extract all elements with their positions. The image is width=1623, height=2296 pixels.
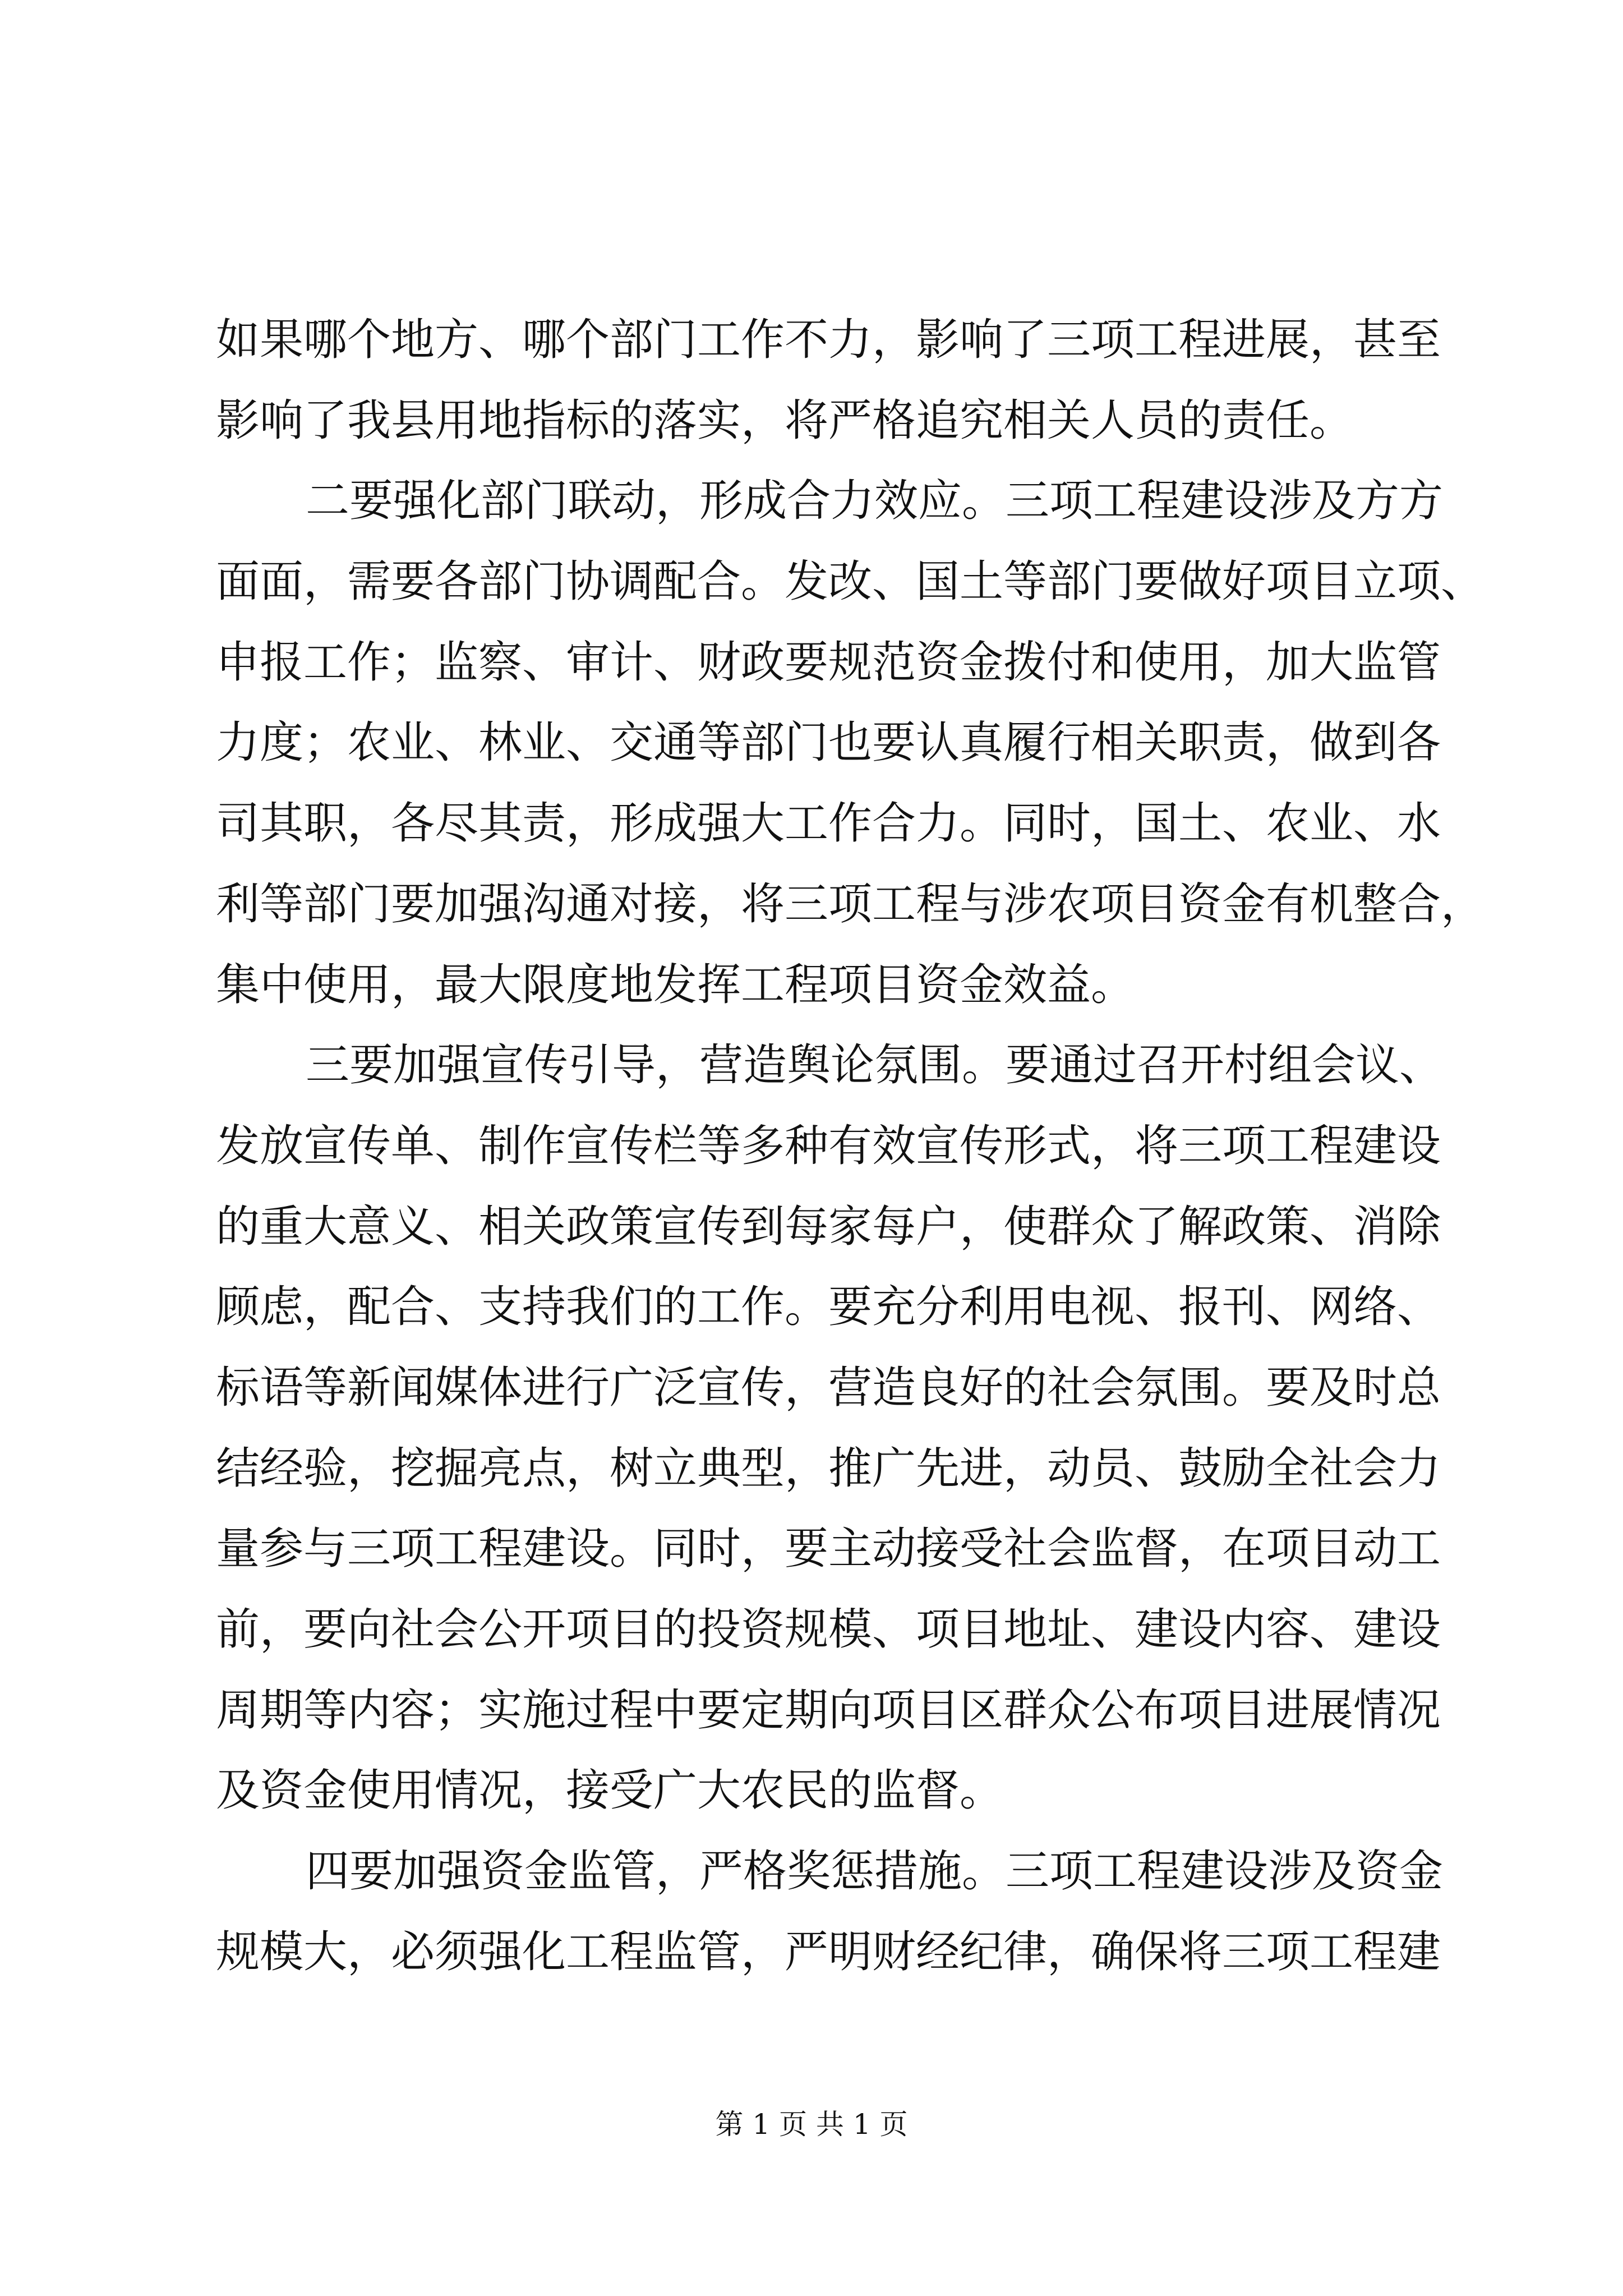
text-line: 影响了我县用地指标的落实，将严格追究相关人员的责任。 (216, 395, 1354, 446)
paragraph-first-line: 三要加强宣传引导，营造舆论氛围。要通过召开村组会议、 (306, 1040, 1444, 1091)
text-line: 司其职，各尽其责，形成强大工作合力。同时，国土、农业、水 (216, 798, 1441, 849)
text-line: 申报工作；监察、审计、财政要规范资金拨付和使用，加大监管 (216, 637, 1441, 688)
paragraph-first-line: 二要强化部门联动，形成合力效应。三项工程建设涉及方方 (306, 476, 1444, 527)
text-line: 周期等内容；实施过程中要定期向项目区群众公布项目进展情况 (216, 1685, 1441, 1736)
text-line: 及资金使用情况，接受广大农民的监督。 (216, 1765, 1004, 1816)
text-line: 标语等新闻媒体进行广泛宣传，营造良好的社会氛围。要及时总 (216, 1362, 1441, 1413)
text-line: 前，要向社会公开项目的投资规模、项目地址、建设内容、建设 (216, 1604, 1441, 1655)
text-line: 顾虑，配合、支持我们的工作。要充分利用电视、报刊、网络、 (216, 1282, 1441, 1333)
text-line: 规模大，必须强化工程监管，严明财经纪律，确保将三项工程建 (216, 1926, 1441, 1977)
text-line: 发放宣传单、制作宣传栏等多种有效宣传形式，将三项工程建设 (216, 1120, 1441, 1171)
text-line: 集中使用，最大限度地发挥工程项目资金效益。 (216, 959, 1135, 1010)
text-line: 的重大意义、相关政策宣传到每家每户，使群众了解政策、消除 (216, 1201, 1441, 1252)
text-line: 利等部门要加强沟通对接，将三项工程与涉农项目资金有机整合， (216, 878, 1485, 930)
text-line: 量参与三项工程建设。同时，要主动接受社会监督，在项目动工 (216, 1524, 1441, 1575)
text-line: 结经验，挖掘亮点，树立典型，推广先进，动员、鼓励全社会力 (216, 1443, 1441, 1494)
text-line: 力度；农业、林业、交通等部门也要认真履行相关职责，做到各 (216, 717, 1441, 769)
text-line: 面面，需要各部门协调配合。发改、国土等部门要做好项目立项、 (216, 556, 1485, 608)
paragraph-first-line: 四要加强资金监管，严格奖惩措施。三项工程建设涉及资金 (306, 1846, 1444, 1897)
text-line: 如果哪个地方、哪个部门工作不力，影响了三项工程进展，甚至 (216, 315, 1441, 365)
document-body (216, 300, 1485, 1993)
page-footer: 第 1 页 共 1 页 (715, 2108, 908, 2141)
